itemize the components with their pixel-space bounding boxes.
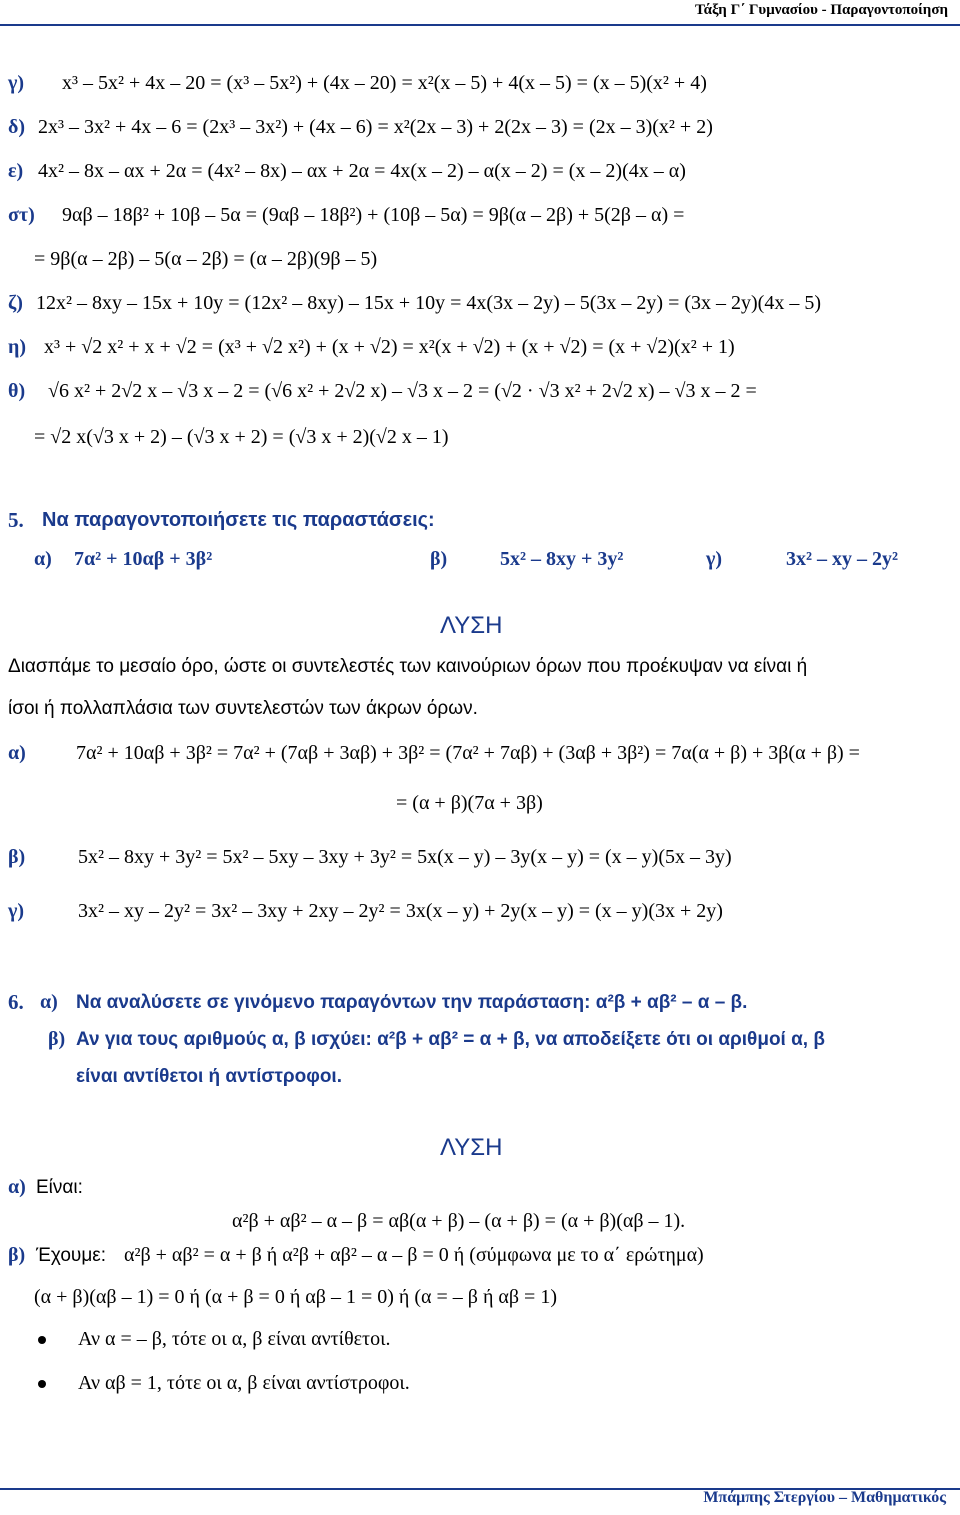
item-epsilon-label: ε)	[8, 160, 24, 182]
item-theta-equation-2: = √2 x(√3 x + 2) – (√3 x + 2) = (√3 x + 2)(√2 x – 1)	[34, 426, 449, 448]
ex5-solution-a-line-2: = (α + β)(7α + 3β)	[396, 792, 543, 814]
item-delta-equation: 2x³ – 3x² + 4x – 6 = (2x³ – 3x²) + (4x – 6) = x²(2x – 3) + 2(2x – 3) = (2x – 3)(x² + 2)	[38, 116, 713, 138]
ex6-part-b-label: β)	[48, 1028, 66, 1050]
ex5-solution-a-line-1: 7α² + 10αβ + 3β² = 7α² + (7αβ + 3αβ) + 3β² = (7α² + 7αβ) + (3αβ + 3β²) = 7α(α + β) + 3β(α + β) =	[76, 742, 860, 764]
bullet-marker	[38, 1380, 46, 1388]
ex5-item-c-expression: 3x² – xy – 2y²	[786, 548, 898, 570]
exercise-5-number: 5.	[8, 508, 24, 532]
ex6-solution-a-equation: α²β + αβ² – α – β = αβ(α + β) – (α + β) = (α + β)(αβ – 1).	[232, 1210, 686, 1232]
ex5-item-a-label: α)	[34, 548, 52, 570]
ex5-solution-a-label: α)	[8, 742, 26, 764]
page-header: Τάξη Γ΄ Γυμνασίου - Παραγοντοποίηση	[694, 2, 948, 18]
ex6-solution-b-equation-2: (α + β)(αβ – 1) = 0 ή (α + β = 0 ή αβ – 1 = 0) ή (α = – β ή αβ = 1)	[34, 1286, 557, 1308]
exercise-6-number: 6.	[8, 990, 24, 1014]
item-delta-label: δ)	[8, 116, 26, 138]
ex6-part-b-text-2: είναι αντίθετοι ή αντίστροφοι.	[76, 1066, 342, 1087]
item-st-label: στ)	[8, 204, 35, 226]
ex5-solution-c-label: γ)	[8, 900, 25, 922]
ex6-part-b-text-1: Αν για τους αριθμούς α, β ισχύει: α²β + αβ² = α + β, να αποδείξετε ότι οι αριθμοί α, β	[76, 1029, 825, 1050]
ex5-explanation-line-1: Διασπάμε το μεσαίο όρο, ώστε οι συντελεστές των καινούριων όρων που προέκυψαν να είναι ή	[8, 656, 808, 677]
ex6-solution-b-label: β)	[8, 1244, 26, 1266]
ex6-conclusion-2: Αν αβ = 1, τότε οι α, β είναι αντίστροφοι.	[78, 1372, 410, 1394]
ex6-solution-a-label: α)	[8, 1176, 26, 1198]
ex5-solution-b-equation: 5x² – 8xy + 3y² = 5x² – 5xy – 3xy + 3y² = 5x(x – y) – 3y(x – y) = (x – y)(5x – 3y)	[78, 846, 732, 868]
ex6-part-a-label: α)	[40, 991, 58, 1013]
page-footer: Μπάμπης Στεργίου – Μαθηματικός	[703, 1489, 946, 1506]
item-zeta-label: ζ)	[8, 292, 23, 314]
item-theta-label: θ)	[8, 380, 26, 402]
ex6-part-a-text: Να αναλύσετε σε γινόμενο παραγόντων την παράσταση: α²β + αβ² – α – β.	[76, 992, 748, 1013]
ex5-explanation-line-2: ίσοι ή πολλαπλάσια των συντελεστών των άκρων όρων.	[8, 698, 478, 719]
ex5-item-c-label: γ)	[706, 548, 723, 570]
item-epsilon-equation: 4x² – 8x – αx + 2α = (4x² – 8x) – αx + 2α = 4x(x – 2) – α(x – 2) = (x – 2)(4x – α)	[38, 160, 686, 182]
item-st-equation-2: = 9β(α – 2β) – 5(α – 2β) = (α – 2β)(9β – 5)	[34, 248, 378, 270]
item-gamma-equation: x³ – 5x² + 4x – 20 = (x³ – 5x²) + (4x – 20) = x²(x – 5) + 4(x – 5) = (x – 5)(x² + 4)	[62, 72, 707, 94]
item-zeta-equation: 12x² – 8xy – 15x + 10y = (12x² – 8xy) – 15x + 10y = 4x(3x – 2y) – 5(3x – 2y) = (3x – 2y)(4x – 5)	[36, 292, 821, 314]
bullet-marker	[38, 1336, 46, 1344]
ex6-solution-b-equation: α²β + αβ² = α + β ή α²β + αβ² – α – β = 0 ή (σύμφωνα με το α΄ ερώτημα)	[124, 1244, 704, 1266]
ex6-solution-title: ΛΥΣΗ	[440, 1134, 503, 1161]
item-st-equation-1: 9αβ – 18β² + 10β – 5α = (9αβ – 18β²) + (10β – 5α) = 9β(α – 2β) + 5(2β – α) =	[62, 204, 685, 226]
exercise-5-prompt: Να παραγοντοποιήσετε τις παραστάσεις:	[42, 509, 435, 531]
ex5-item-b-label: β)	[430, 548, 448, 570]
ex5-item-b-expression: 5x² – 8xy + 3y²	[500, 548, 624, 570]
ex5-solution-b-label: β)	[8, 846, 26, 868]
item-gamma-label: γ)	[8, 72, 25, 94]
ex6-conclusion-1: Αν α = – β, τότε οι α, β είναι αντίθετοι.	[78, 1328, 391, 1350]
ex5-solution-c-equation: 3x² – xy – 2y² = 3x² – 3xy + 2xy – 2y² = 3x(x – y) + 2y(x – y) = (x – y)(3x + 2y)	[78, 900, 723, 922]
ex6-solution-a-intro: Είναι:	[36, 1177, 83, 1198]
ex6-solution-b-intro: Έχουμε:	[36, 1245, 107, 1266]
item-eta-equation: x³ + √2 x² + x + √2 = (x³ + √2 x²) + (x + √2) = x²(x + √2) + (x + √2) = (x + √2)(x² + 1)	[44, 336, 735, 358]
ex5-solution-title: ΛΥΣΗ	[440, 612, 503, 639]
item-theta-equation-1: √6 x² + 2√2 x – √3 x – 2 = (√6 x² + 2√2 x) – √3 x – 2 = (√2 · √3 x² + 2√2 x) – √3 x – 2 =	[48, 380, 757, 402]
header-rule	[0, 24, 960, 26]
item-eta-label: η)	[8, 336, 27, 358]
ex5-item-a-expression: 7α² + 10αβ + 3β²	[74, 548, 213, 570]
